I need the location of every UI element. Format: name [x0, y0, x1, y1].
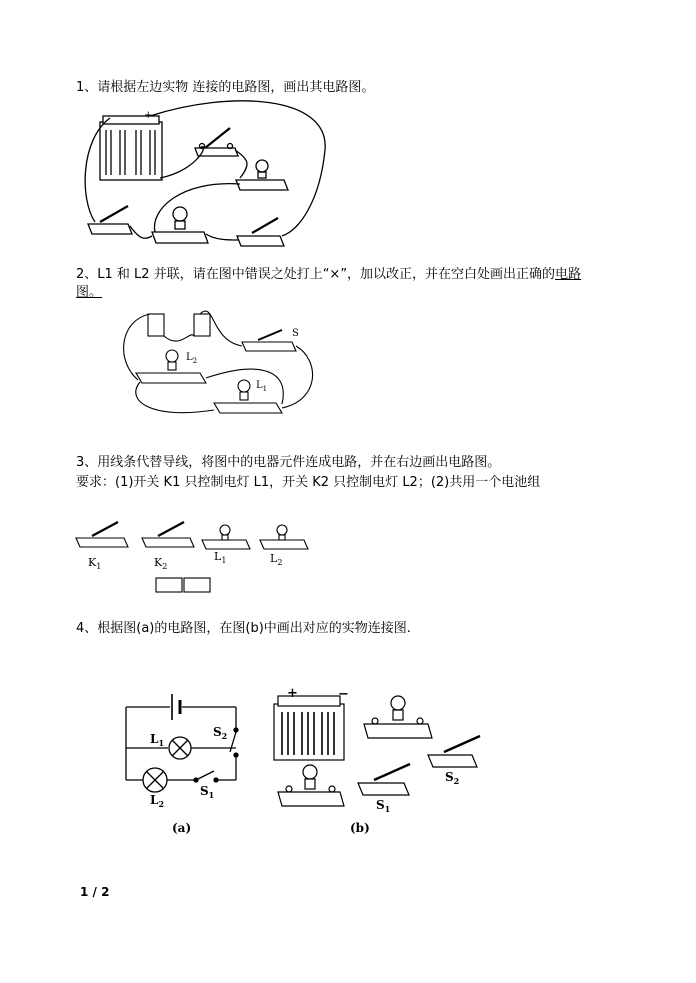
fig3-L2-letter: L: [270, 552, 278, 565]
question-4-text: 4、根据图(a)的电路图，在图(b)中画出对应的实物连接图.: [76, 621, 411, 636]
fig4b-minus-label: −: [338, 687, 349, 702]
fig4a-S2-letter: S: [213, 725, 222, 739]
question-3-requirements: 要求：(1)开关 K1 只控制电灯 L1，开关 K2 只控制电灯 L2；(2)共用一个电池组: [76, 475, 541, 490]
fig2-L2-letter: L: [186, 352, 193, 363]
page-number: 1 / 2: [80, 885, 110, 899]
fig2-L1-sub: 1: [262, 385, 268, 393]
fig4b-S1-sub: 1: [384, 804, 391, 814]
fig4a-S2-sub: 2: [221, 731, 228, 741]
fig4b-S2-sub: 2: [453, 776, 460, 786]
fig2-L1-letter: L: [256, 380, 263, 391]
fig2-S-label: S: [292, 328, 299, 339]
fig3-K2-letter: K: [154, 556, 163, 569]
fig1-plus-label: +: [144, 110, 153, 121]
question-2-text-a: 2、L1 和 L2 并联，请在图中错误之处打上“×”，加以改正，并在空白处画出正确的: [76, 267, 556, 282]
question-3-text: 3、用线条代替导线，将图中的电器元件连成电路，并在右边画出电路图。: [76, 455, 501, 470]
fig3-L1-letter: L: [214, 550, 222, 563]
fig4a-L1-letter: L: [150, 732, 159, 746]
fig4a-L2-sub: 2: [158, 799, 165, 809]
fig3-K1-letter: K: [88, 556, 97, 569]
fig4b-S2-letter: S: [445, 770, 454, 784]
fig3-L1-sub: 1: [221, 556, 227, 565]
fig3-K1-sub: 1: [96, 562, 102, 571]
question-2-link: 电路: [555, 267, 582, 282]
fig4b-caption: (b): [350, 821, 370, 835]
fig4a-S1-sub: 1: [208, 790, 215, 800]
question-2-text-b: 图。: [76, 285, 103, 300]
fig4b-S2-label: [445, 770, 459, 786]
fig4b-S1-letter: S: [376, 798, 385, 812]
fig4b-plus-label: +: [287, 686, 298, 701]
fig2-L2-sub: 2: [192, 357, 198, 365]
fig4a-caption: (a): [172, 821, 192, 835]
fig4a-S1-letter: S: [200, 784, 209, 798]
fig4b-S1-label: [376, 798, 390, 814]
question-1-text: 1、请根据左边实物 连接的电路图，画出其电路图。: [76, 80, 375, 95]
fig4a-L2-letter: L: [150, 793, 159, 807]
fig3-K2-sub: 2: [162, 562, 168, 571]
fig4a-L1-sub: 1: [158, 738, 165, 748]
fig3-L2-sub: 2: [277, 558, 283, 567]
